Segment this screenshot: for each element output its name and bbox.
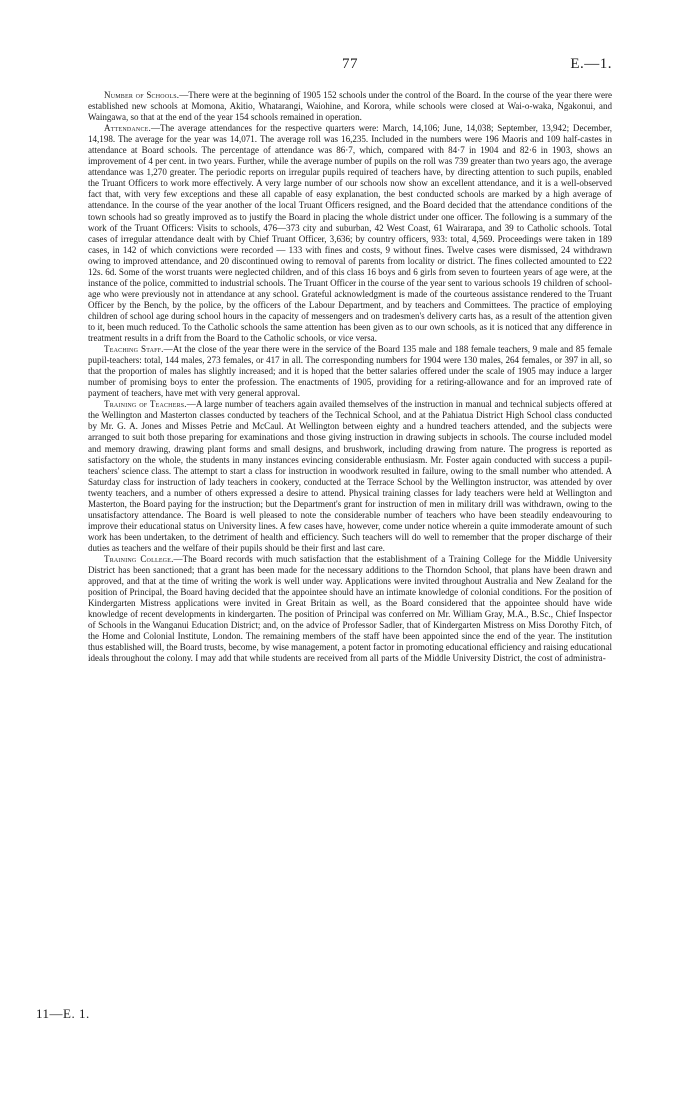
- paragraph-text: —A large number of teachers again availed themselves of the instruction in manual and technical subjects offered at the Wellington and Masterton classes conducted by teachers of the Technical School, and at the Pahiatua District High School class conducted by Mr. G. A. Jones and Misses Petrie and McCaul. At Wellington between eighty and a hundred teachers attended, and the subjects were arranged to suit both those preparing for examinations and those giving instruction in drawing subjects in schools. The course included model and memory drawing, drawing plant forms and small designs, and brushwork, including drawing from nature. The progress is reported as satisfactory on the whole, the students in many instances evincing considerable enthusiasm. Mr. Foster again conducted with success a pupil-teachers' science class. The attempt to start a class for instruction in woodwork resulted in failure, owing to the small number who attended. A Saturday class for instruction of lady teachers in cookery, conducted at the Terrace School by the Wellington instructor, was attended by over twenty teachers, and a number of others expressed a desire to attend. Physical training classes for lady teachers were held at Wellington and Masterton, the Board paying for the instruction; but the Department's grant for instruction of men in military drill was withdrawn, owing to the unsatisfactory attendance. The Board is well pleased to note the considerable number of teachers who have been steadily endeavouring to improve their educational status on University lines. A few cases have, however, come under notice wherein a quite immoderate amount of such work has been undertaken, to the detriment of health and efficiency. Such teachers will do well to remember that the proper discharge of their duties as teachers and the welfare of their pupils should be their first and last care.: [88, 399, 612, 553]
- document-page: [88, 56, 612, 664]
- page-header: [88, 56, 612, 82]
- section-heading: Number of Schools.: [104, 90, 180, 100]
- section-heading: Training of Teachers.: [104, 399, 187, 410]
- paragraph-number-of-schools: [88, 90, 612, 123]
- paragraph-text: —The Board records with much satisfaction that the establishment of a Training College for the Middle University District has been sanctioned; that a grant has been made for the necessary additions to the Thorndon School, that plans have been drawn and approved, and that at the time of writing the work is well under way. Applications were invited throughout Australia and New Zealand for the position of Principal, the Board having decided that the appointee should have an intimate knowledge of colonial conditions. For the position of Kindergarten Mistress applications were invited in Great Britain as well, as the Board considered that the appointee should have wide knowledge of recent developments in kindergarten. The position of Principal was conferred on Mr. William Gray, M.A., B.Sc., Chief Inspector of Schools in the Wanganui Education District; and, on the advice of Professor Sadler, that of Kindergarten Mistress on Miss Dorothy Fitch, of the Home and Colonial Institute, London. The remaining members of the staff have been appointed since the end of the year. The institution thus established will, the Board trusts, become, by wise management, a potent factor in promoting educational efficiency and raising educational ideals throughout the colony. I may add that while students are received from all parts of the Middle University District, the cost of administra-: [88, 553, 613, 664]
- report-reference: E.—1.: [570, 56, 612, 72]
- paragraph-teaching-staff: [88, 344, 612, 399]
- signature-mark: 11—E. 1.: [36, 1006, 90, 1021]
- paragraph-text: —The average attendances for the respective quarters were: March, 14,106; June, 14,038; September, 13,942; December, 14,198. The average for the year was 14,071. The average roll was 16,235. Included in the numbers were 196 Maoris and 109 half-castes in attendance at Board schools. The percentage of attendance was 86·7, which, compared with 84·7 in 1904 and 82·6 in 1903, shows an improvement of 4 per cent. in two years. Further, while the average number of pupils on the roll was 739 greater than two years ago, the average attendance was 1,270 greater. The periodic reports on irregular pupils required of teachers have, by directing attention to such pupils, enabled the Truant Officers to work more effectively. A very large number of our schools now show an excellent attendance, and it is a well-observed fact that, with very few exceptions and these all capable of easy explanation, the best conducted schools are marked by a high average of attendance. In the course of the year another of the local Truant Officers resigned, and the Board decided that the attendance conditions of the town schools had so greatly improved as to justify the Board in placing the whole district under one officer. The following is a summary of the work of the Truant Officers: Visits to schools, 476—373 city and suburban, 42 West Coast, 61 Wairarapa, and 39 to Catholic schools. Total cases of irregular attendance dealt with by Chief Truant Officer, 3,636; by country officers, 933: total, 4,569. Proceedings were taken in 189 cases, in 142 of which convictions were recorded — 133 with fines and costs, 9 without fines. Twelve cases were dismissed, 24 withdrawn owing to improved attendance, and 20 discontinued owing to removal of parents from locality or district. The fines collected amounted to £22 12s. 6d. Some of the worst truants were neglected children, and of this class 16 boys and 6 girls from seven to fourteen years of age were, at the instance of the police, committed to industrial schools. The Truant Officer in the course of the year sent to various schools 19 children of school-age who were previously not in attendance at any school. Grateful acknowledgment is made of the courteous assistance rendered to the Truant Officer by the Bench, by the police, by the officers of the Labour Department, and by teachers and Committees. The practice of employing children of school age during school hours in the capacity of messengers and on tradesmen's delivery carts has, as a result of the attention given to it, been much reduced. To the Catholic schools the same attention has been given as to our own schools, as it is noticed that any difference in treatment results in a drift from the Board to the Catholic schools, or vice versa.: [88, 123, 612, 344]
- paragraph-training-of-teachers: [88, 399, 612, 554]
- section-heading: Training College.: [104, 553, 174, 564]
- page-number: 77: [342, 56, 358, 72]
- paragraph-text: —There were at the beginning of 1905 152 schools under the control of the Board. In the course of the year there were established new schools at Momona, Akitio, Whatarangi, Waiohine, and Korora, while schools were closed at Wai-o-waka, Ngakonui, and Waingawa, so that at the end of the year 154 schools remained in operation.: [88, 90, 612, 123]
- paragraph-attendance: [88, 123, 612, 344]
- body-text: [88, 90, 612, 664]
- section-heading: Attendance.: [104, 123, 151, 134]
- paragraph-training-college: [88, 554, 612, 664]
- section-heading: Teaching Staff.: [104, 344, 164, 355]
- paragraph-text: —At the close of the year there were in the service of the Board 135 male and 188 female teachers, 9 male and 85 female pupil-teachers: total, 144 males, 273 females, or 417 in all. The corresponding numbers for 1904 were 130 males, 264 females, or 397 in all, so that the proportion of males has slightly increased; and it is hoped that the better salaries offered under the scale of 1905 may induce a larger number of promising boys to enter the profession. The enactments of 1905, providing for a retiring-allowance and for an improved rate of payment of teachers, have met with very general approval.: [88, 344, 612, 399]
